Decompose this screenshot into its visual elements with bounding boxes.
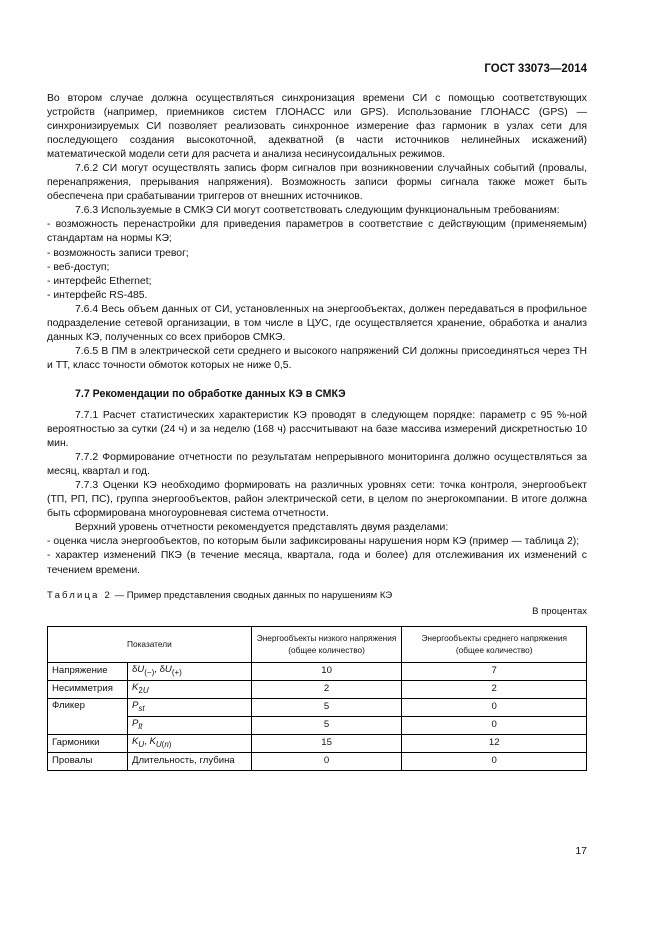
paragraph: 7.7.2 Формирование отчетности по результатам непрерывного мониторинга должно осуществляться за месяц, квартал и год. — [47, 452, 587, 478]
paragraph: - веб-доступ; — [47, 261, 110, 273]
table-row — [48, 752, 587, 770]
paragraph: 7.6.5 В ПМ в электрической сети среднего и высокого напряжений СИ должны присоединяться через ТН и ТТ, класс точности обмоток которых не ниже 0,5. — [47, 345, 587, 371]
paragraph: Верхний уровень отчетности рекомендуется представлять двумя разделами: — [75, 522, 449, 534]
table-row — [48, 662, 587, 680]
page-body — [47, 92, 587, 771]
cell-low-voltage: 5 — [251, 698, 402, 716]
cell-medium-voltage: 7 — [402, 662, 587, 680]
paragraph: - характер изменений ПКЭ (в течение месяца, квартала, года и более) для отслеживания их изменений с течением времени. — [47, 550, 587, 576]
cell-medium-voltage: 2 — [402, 680, 587, 698]
row-group-label: Напряжение — [48, 662, 128, 680]
paragraph: 7.7.1 Расчет статистических характеристик КЭ проводят в следующем порядке: параметр с 95 %-ной вероятностью за сутки (24 ч) и за неделю (168 ч) рассчитывают на базе массива измерений дискретностью 10 мин. — [47, 409, 587, 450]
row-parameter: Длительность, глубина — [127, 752, 251, 770]
header-low-voltage: Энергообъекты низкого напряжения (общее количество) — [251, 626, 402, 662]
table-row — [48, 716, 587, 734]
cell-low-voltage: 0 — [251, 752, 402, 770]
cell-medium-voltage: 12 — [402, 734, 587, 752]
table-row — [48, 698, 587, 716]
paragraph: - интерфейс Ethernet; — [47, 275, 152, 287]
row-parameter: $P_{st}$ — [127, 698, 251, 716]
table-caption — [47, 589, 587, 603]
cell-medium-voltage: 0 — [402, 698, 587, 716]
table-caption-text: — Пример представления сводных данных по нарушениям КЭ — [111, 589, 393, 601]
row-group-label: Несимметрия — [48, 680, 128, 698]
document-header: ГОСТ 33073—2014 — [484, 63, 587, 75]
row-group-label: Провалы — [48, 752, 128, 770]
paragraph: - оценка числа энергообъектов, по которым были зафиксированы нарушения норм КЭ (пример — таблица 2); — [47, 536, 580, 548]
cell-low-voltage: 2 — [251, 680, 402, 698]
paragraphs-section-7-7 — [47, 409, 587, 578]
paragraph: - возможность перенастройки для приведения параметров в соответствие с действующим (применяемым) стандартам на нормы КЭ; — [47, 219, 587, 245]
cell-low-voltage: 10 — [251, 662, 402, 680]
paragraph: Во втором случае должна осуществляться синхронизация времени СИ с помощью соответствующих устройств (например, приемников систем ГЛОНАСС или GPS). Использование ГЛОНАСС (GPS) — синхронизируемых СИ позволяет реализовать синхронное измерение фаз гармоник в узлах сети для последующего создания высокоточной, адекватной (в части источников нелинейных искажений) математической модели сети для расчета и анализа несинусоидальных режимов. — [47, 93, 587, 161]
paragraph: - интерфейс RS-485. — [47, 289, 148, 301]
paragraph: 7.6.4 Весь объем данных от СИ, установленных на энергообъектах, должен передаваться в профильное подразделение сетевой организации, в том числе в ЦУС, где осуществляется хранение, обработка и анализ данных КЭ, полученных со всех приборов СМКЭ. — [47, 303, 587, 343]
paragraph: 7.6.2 СИ могут осуществлять запись форм сигналов при возникновении случайных событий (провалы, перенапряжения, прерывания напряжения). Возможность записи формы сигнала также может быть обеспечена при срабатывании триггеров от внешних источников. — [47, 163, 587, 203]
paragraph: 7.6.3 Используемые в СМКЭ СИ могут соответствовать следующим функциональным требованиям: — [75, 205, 560, 217]
paragraph: - возможность записи тревог; — [47, 247, 189, 259]
table-header-row — [48, 626, 587, 662]
cell-low-voltage: 5 — [251, 716, 402, 734]
table-row — [48, 680, 587, 698]
violations-table — [47, 626, 587, 771]
header-indicators: Показатели — [48, 626, 252, 662]
section-title: 7.7 Рекомендации по обработке данных КЭ в СМКЭ — [75, 387, 346, 400]
row-group-label: Фликер — [48, 698, 128, 734]
row-parameter: $K_{2U}$ — [127, 680, 251, 698]
paragraph: 7.7.3 Оценки КЭ необходимо формировать на различных уровнях сети: точка контроля, энергообъект (ТП, РП, ПС), группа энергообъектов, район электрической сети, в целом по энергокомпании. В итоге должна быть сформирована многоуровневая система отчетности. — [47, 480, 587, 520]
row-parameter: $\delta U_{(-)}$, $\delta U_{(+)}$ — [127, 662, 251, 680]
row-parameter: $K_U$, $K_{U(n)}$ — [127, 734, 251, 752]
table-caption-label: Таблица 2 — [47, 589, 112, 601]
row-group-label: Гармоники — [48, 734, 128, 752]
cell-medium-voltage: 0 — [402, 752, 587, 770]
cell-low-voltage: 15 — [251, 734, 402, 752]
paragraphs-section-7-6 — [47, 92, 587, 373]
table-row — [48, 734, 587, 752]
row-parameter: $P_{lt}$ — [127, 716, 251, 734]
cell-medium-voltage: 0 — [402, 716, 587, 734]
header-medium-voltage: Энергообъекты среднего напряжения (общее количество) — [402, 626, 587, 662]
table-body — [48, 662, 587, 770]
page-number: 17 — [575, 845, 587, 857]
table-unit: В процентах — [532, 605, 587, 617]
